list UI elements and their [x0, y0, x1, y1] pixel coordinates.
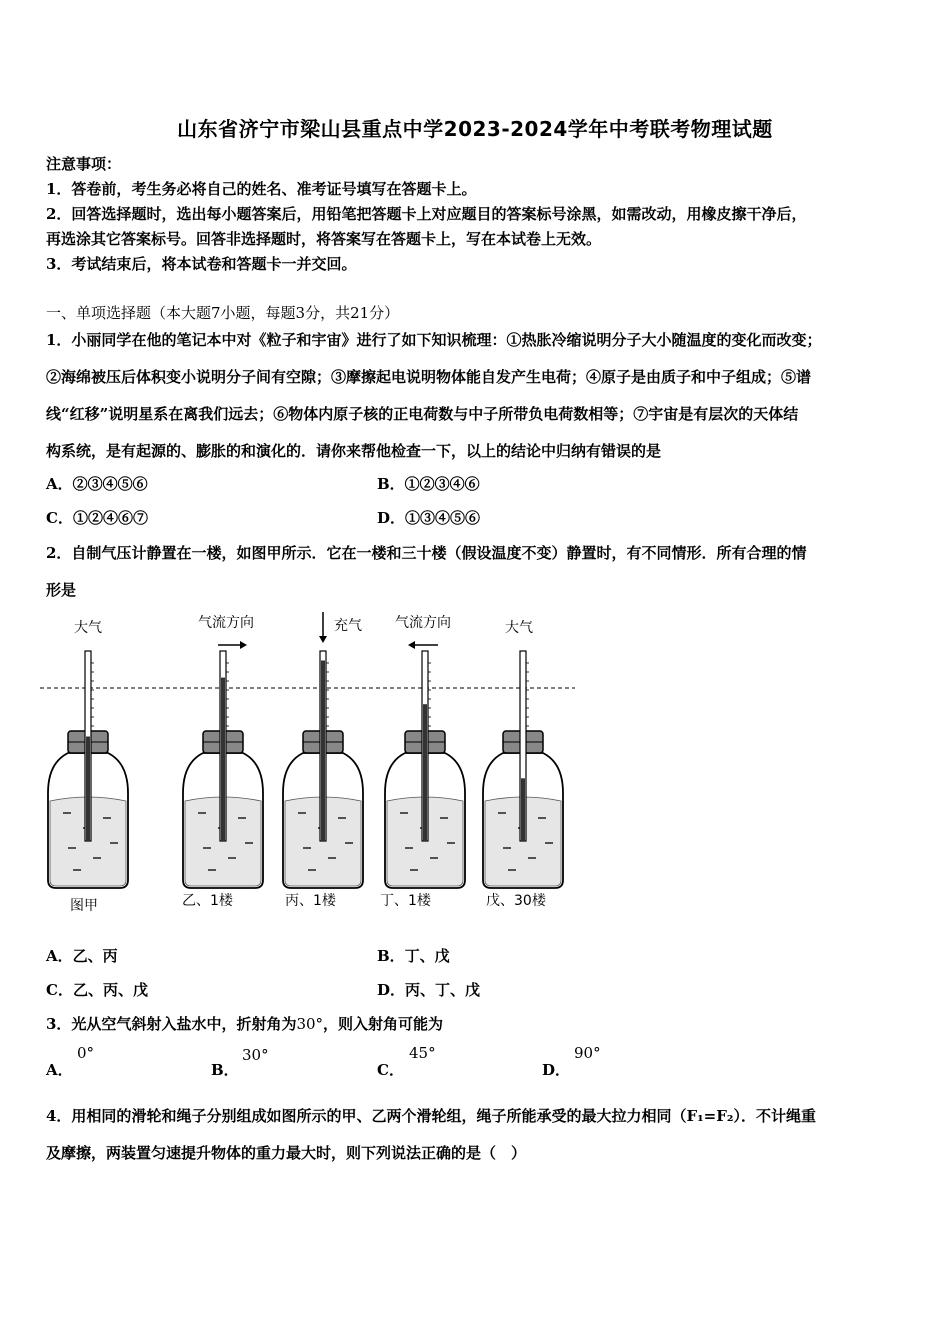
section-heading: 一、单项选择题（本大题7小题，每题3分，共21分）: [46, 304, 400, 322]
q2-line: 形是: [46, 581, 77, 599]
airflow-right-arrow-head: [240, 641, 247, 649]
q4-line: 4．用相同的滑轮和绳子分别组成如图所示的甲、乙两个滑轮组，绳子所能承受的最大拉力相同（F₁=F₂）．不计绳重: [46, 1107, 816, 1125]
q1-option-c[interactable]: C．①②④⑥⑦: [46, 509, 148, 527]
caption-fig-e: 戊、30楼: [486, 893, 546, 909]
label-inflate: 充气: [334, 618, 362, 634]
water-column: [521, 778, 525, 841]
q1-option-b[interactable]: B．①②③④⑥: [377, 475, 480, 493]
q3-stem-text: 3．光从空气斜射入盐水中，折射角为: [46, 1015, 297, 1033]
water-column: [423, 704, 427, 841]
notice-item: 再选涂其它答案标号。回答非选择题时，将答案写在答题卡上，写在本试卷上无效。: [46, 230, 602, 248]
caption-fig-d: 丁、1楼: [380, 893, 431, 909]
q3-option-b[interactable]: B．: [211, 1061, 239, 1079]
q3-option-c-value: 45°: [409, 1044, 436, 1062]
q3-stem-end: ，则入射角可能为: [323, 1015, 444, 1033]
airflow-left-arrow-head: [408, 641, 415, 649]
q3-option-a-value: 0°: [77, 1044, 95, 1062]
q3-angle: 30°: [296, 1015, 324, 1033]
barometer-figure: [40, 608, 580, 918]
inflate-down-arrow-head: [319, 636, 327, 643]
q1-line: 1．小丽同学在他的笔记本中对《粒子和宇宙》进行了如下知识梳理：①热胀冷缩说明分子大小随温度的变化而改变；: [46, 331, 822, 349]
notice-heading: 注意事项：: [46, 155, 122, 173]
caption-fig-c: 丙、1楼: [285, 893, 336, 909]
q3-option-d-value: 90°: [574, 1044, 601, 1062]
q1-option-d[interactable]: D．①③④⑤⑥: [377, 509, 481, 527]
q2-option-a[interactable]: A．乙、丙: [46, 947, 118, 965]
label-atmosphere: 大气: [74, 620, 102, 636]
q3-option-b-value: 30°: [242, 1046, 269, 1064]
label-airflow-direction: 气流方向: [395, 615, 451, 631]
q1-line: ②海绵被压后体积变小说明分子间有空隙；③摩擦起电说明物体能自发产生电荷；④原子是由质子和中子组成；⑤谱: [46, 368, 812, 386]
q2-option-d[interactable]: D．丙、丁、戊: [377, 981, 481, 999]
label-atmosphere: 大气: [505, 620, 533, 636]
q1-option-a[interactable]: A．②③④⑤⑥: [46, 475, 148, 493]
water-column: [321, 661, 325, 842]
caption-fig-b: 乙、1楼: [182, 893, 233, 909]
notice-item: 2．回答选择题时，选出每小题答案后，用铅笔把答题卡上对应题目的答案标号涂黑，如需改动，用橡皮擦干净后，: [46, 205, 807, 223]
q3-stem: [46, 1013, 443, 1034]
q3-option-c[interactable]: C．: [377, 1061, 404, 1079]
q2-option-b[interactable]: B．丁、戊: [377, 947, 450, 965]
water-column: [86, 737, 90, 842]
q4-line: 及摩擦，两装置匀速提升物体的重力最大时，则下列说法正确的是（ ）: [46, 1144, 527, 1162]
water-column: [221, 678, 225, 841]
caption-fig-a: 图甲: [70, 898, 98, 914]
q3-option-d[interactable]: D．: [542, 1061, 571, 1079]
q3-option-a[interactable]: A．: [46, 1061, 73, 1079]
q2-line: 2．自制气压计静置在一楼，如图甲所示．它在一楼和三十楼（假设温度不变）静置时，有不同情形．所有合理的情: [46, 544, 807, 562]
notice-item: 3．考试结束后，将本试卷和答题卡一并交回。: [46, 255, 357, 273]
label-airflow-direction: 气流方向: [198, 615, 254, 631]
q1-line: 线“红移”说明星系在离我们远去；⑥物体内原子核的正电荷数与中子所带负电荷数相等；⑦宇宙是有层次的天体结: [46, 405, 799, 423]
page-title: 山东省济宁市梁山县重点中学2023-2024学年中考联考物理试题: [177, 117, 773, 141]
q1-line: 构系统，是有起源的、膨胀的和演化的．请你来帮他检查一下，以上的结论中归纳有错误的是: [46, 442, 662, 460]
notice-item: 1．答卷前，考生务必将自己的姓名、准考证号填写在答题卡上。: [46, 180, 477, 198]
q2-option-c[interactable]: C．乙、丙、戊: [46, 981, 148, 999]
